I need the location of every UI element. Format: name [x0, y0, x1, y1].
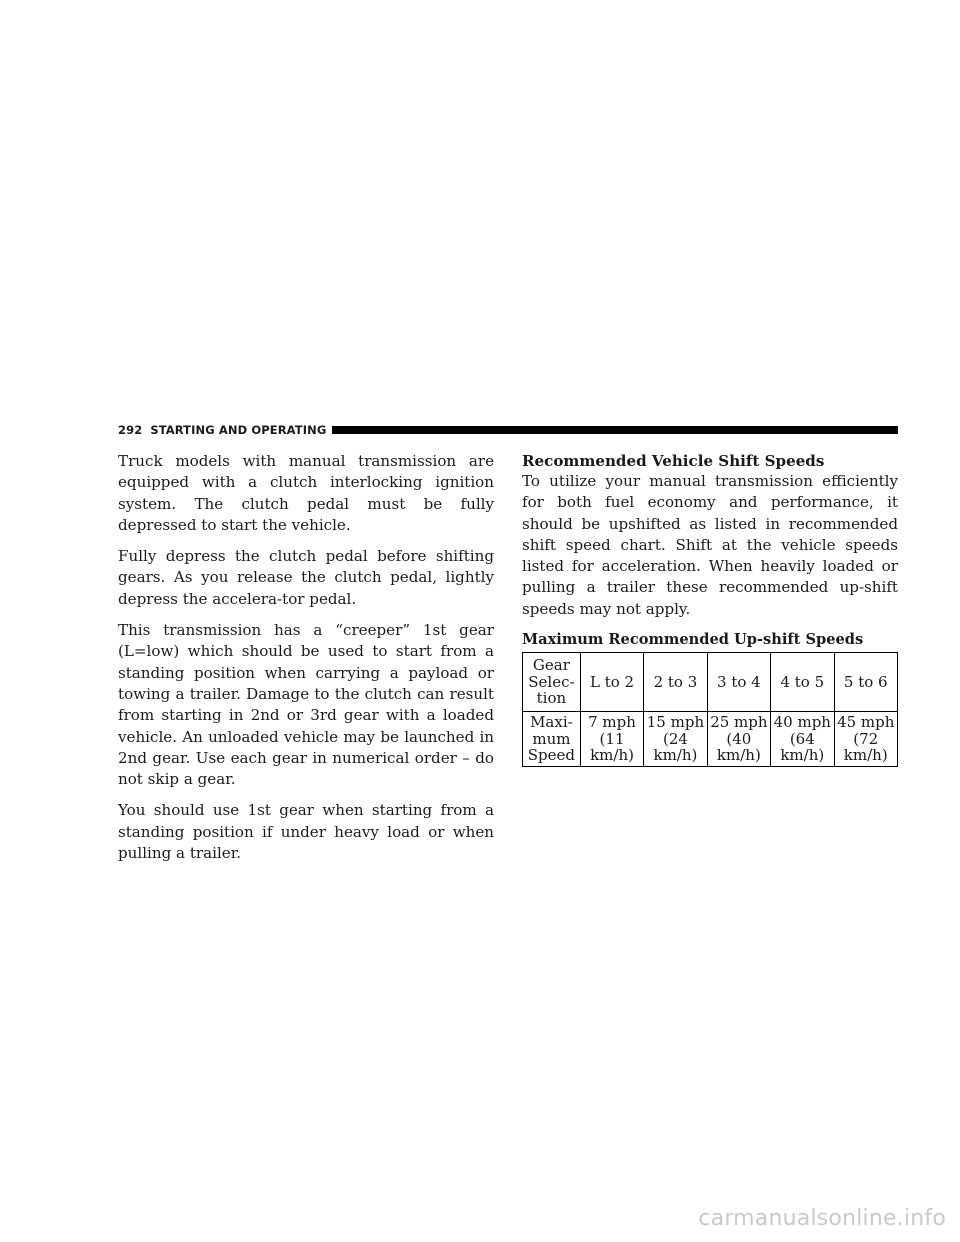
gear-selection-cell: 5 to 6: [834, 653, 898, 712]
section-heading: Recommended Vehicle Shift Speeds: [522, 452, 825, 470]
row-header-maximum-speed: Maxi-mum Speed: [523, 712, 581, 767]
max-speed-cell: 40 mph (64 km/h): [771, 712, 834, 767]
max-speed-cell: 45 mph (72 km/h): [834, 712, 898, 767]
page-number: 292: [118, 423, 143, 437]
max-speed-cell: 25 mph (40 km/h): [707, 712, 770, 767]
paragraph-creeper-gear: This transmission has a “creeper” 1st gear (L=low) which should be used to start from a standing position when carrying a payload or towing a trailer. Damage to the clutch can result from starting in 2nd or 3rd gear with a loaded vehicle. An unloaded vehicle may be launched in 2nd gear. Use each gear in numerical order – do not skip a gear.: [118, 621, 494, 789]
section-title: STARTING AND OPERATING: [150, 423, 327, 437]
paragraph-clutch-depress: Fully depress the clutch pedal before shifting gears. As you release the clutch pedal, lightly depress the accelera-tor pedal.: [118, 547, 494, 608]
right-column: [522, 451, 898, 767]
header-rule: [332, 426, 898, 434]
table-row: [523, 653, 898, 712]
shift-speed-table: [522, 652, 898, 767]
gear-selection-cell: 4 to 5: [771, 653, 834, 712]
table-row: [523, 712, 898, 767]
watermark: carmanualsonline.info: [698, 1206, 946, 1231]
max-speed-cell: 7 mph (11 km/h): [580, 712, 643, 767]
left-column: [118, 451, 494, 874]
table-title: Maximum Recommended Up-shift Speeds: [522, 631, 864, 649]
gear-selection-cell: 2 to 3: [644, 653, 707, 712]
running-header: [118, 423, 898, 437]
gear-selection-cell: 3 to 4: [707, 653, 770, 712]
max-speed-cell: 15 mph (24 km/h): [644, 712, 707, 767]
paragraph-first-gear: You should use 1st gear when starting from a standing position if under heavy load or when pulling a trailer.: [118, 801, 494, 863]
gear-selection-cell: L to 2: [580, 653, 643, 712]
paragraph-shift-speeds: To utilize your manual transmission efficiently for both fuel economy and performance, it should be upshifted as listed in recommended shift speed chart. Shift at the vehicle speeds listed for acceleration. When heavily loaded or pulling a trailer these recommended up-shift speeds may not apply.: [522, 472, 898, 618]
paragraph-clutch-interlock: Truck models with manual transmission are equipped with a clutch interlocking ignition system. The clutch pedal must be fully depressed to start the vehicle.: [118, 452, 494, 534]
row-header-gear-selection: Gear Selec-tion: [523, 653, 581, 712]
